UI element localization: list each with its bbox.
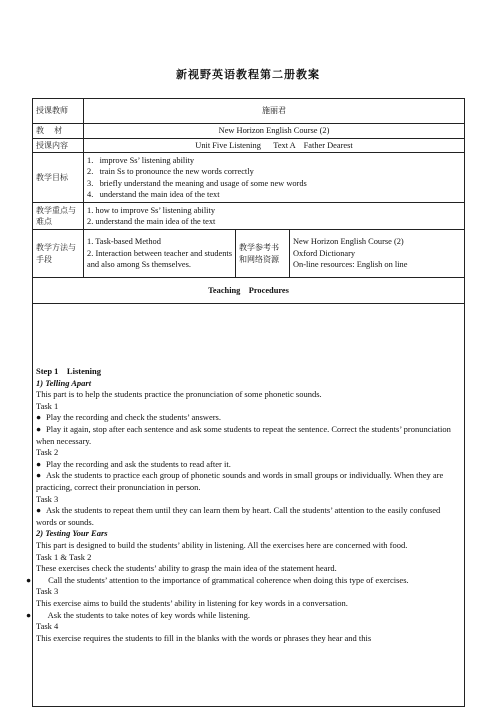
- step-1-heading: Step 1 Listening: [36, 366, 101, 377]
- resource-item: Oxford Dictionary: [293, 248, 356, 258]
- task-label: Task 3: [36, 586, 59, 597]
- material-row: [33, 124, 465, 139]
- key-points-row: [33, 203, 465, 230]
- bullet-icon: ●: [36, 505, 42, 516]
- task-text: This exercise requires the students to fill in the blanks with the words or phrases they hear and this: [36, 632, 372, 643]
- objectives-list: [84, 153, 465, 203]
- bullet-item: ● Play the recording and ask the students to read after it.: [36, 458, 231, 469]
- teacher-value: 施丽君: [84, 99, 465, 124]
- lesson-plan-table: [26, 98, 465, 707]
- procedures-header-row: [33, 278, 465, 304]
- task-text: These exercises check the students’ ability to grasp the main idea of the statement heard.: [36, 563, 337, 574]
- bullet-item: ● Play it again, stop after each sentence and ask some students to repeat the sentence. Correct the students’ pronunciation when necessary.: [36, 424, 451, 446]
- material-label: 教 材: [33, 124, 84, 139]
- section-intro: This part is to help the students practice the pronunciation of some phonetic sounds.: [36, 389, 322, 400]
- key-point-item: 1. how to improve Ss’ listening ability: [87, 205, 216, 215]
- bullet-icon: ●: [36, 424, 42, 435]
- section-intro: This part is designed to build the students’ ability in listening. All the exercises here are concerned with food.: [36, 539, 408, 550]
- methods-list: [84, 230, 236, 278]
- key-points-label: 教学重点与难点: [33, 203, 84, 230]
- method-item: 1. Task-based Method: [87, 237, 161, 247]
- resource-item: On-line resources: English on line: [293, 260, 408, 270]
- resources-list: [290, 230, 465, 278]
- content-value: Unit Five Listening Text A Father Dearest: [84, 138, 465, 153]
- methods-label: 教学方法与手段: [33, 230, 84, 278]
- teacher-row: [33, 99, 465, 124]
- methods-row: [33, 230, 465, 278]
- objectives-row: [33, 153, 465, 203]
- document-title: 新视野英语教程第二册教案: [176, 68, 320, 81]
- objective-item: 2. train Ss to pronounce the new words correctly: [87, 167, 254, 177]
- task-label: Task 3: [36, 493, 59, 504]
- teacher-label: 授课教师: [33, 99, 84, 124]
- objective-item: 4. understand the main idea of the text: [87, 190, 220, 200]
- content-label: 授课内容: [33, 138, 84, 153]
- bullet-icon: ●: [26, 574, 32, 585]
- task-label: Task 4: [36, 621, 59, 632]
- section-testing-ears: 2) Testing Your Ears: [36, 528, 108, 539]
- resource-item: New Horizon English Course (2): [293, 237, 404, 247]
- procedures-body: [26, 304, 465, 707]
- bullet-item: ● Ask the students to take notes of key words while listening.: [26, 609, 250, 620]
- bullet-icon: ●: [36, 458, 42, 469]
- task-text: This exercise aims to build the students’ ability in listening for key words in a conversation.: [36, 597, 348, 608]
- bullet-item: ● Ask the students to repeat them until they can learn them by heart. Call the students’ attention to the easily confused words or sounds.: [36, 505, 441, 527]
- content-row: [33, 138, 465, 153]
- section-telling-apart: 1) Telling Apart: [36, 377, 92, 388]
- material-value: New Horizon English Course (2): [84, 124, 465, 139]
- objectives-label: 教学目标: [33, 153, 84, 203]
- key-points-list: [84, 203, 465, 230]
- resources-label: 教学参考书和网络资源: [236, 230, 290, 278]
- bullet-item: ● Play the recording and check the students’ answers.: [36, 412, 221, 423]
- bullet-icon: ●: [26, 609, 32, 620]
- procedures-row: [33, 304, 465, 707]
- bullet-icon: ●: [36, 412, 42, 423]
- objective-item: 3. briefly understand the meaning and usage of some new words: [87, 178, 307, 188]
- objective-item: 1. improve Ss’ listening ability: [87, 155, 195, 165]
- task-label: Task 1: [36, 400, 59, 411]
- bullet-item: ● Call the students’ attention to the importance of grammatical coherence when doing this type of exercises.: [26, 574, 409, 585]
- key-point-item: 2. understand the main idea of the text: [87, 217, 216, 227]
- bullet-icon: ●: [36, 470, 42, 481]
- bullet-item: ● Ask the students to practice each group of phonetic sounds and words in small groups or individually. When they are practicing, correct their pronunciation in person.: [36, 470, 444, 492]
- method-item: 2. Interaction between teacher and students and also among Ss themselves.: [87, 248, 232, 270]
- task-label: Task 1 & Task 2: [36, 551, 92, 562]
- task-label: Task 2: [36, 447, 59, 458]
- procedures-header: Teaching Procedures: [33, 278, 465, 304]
